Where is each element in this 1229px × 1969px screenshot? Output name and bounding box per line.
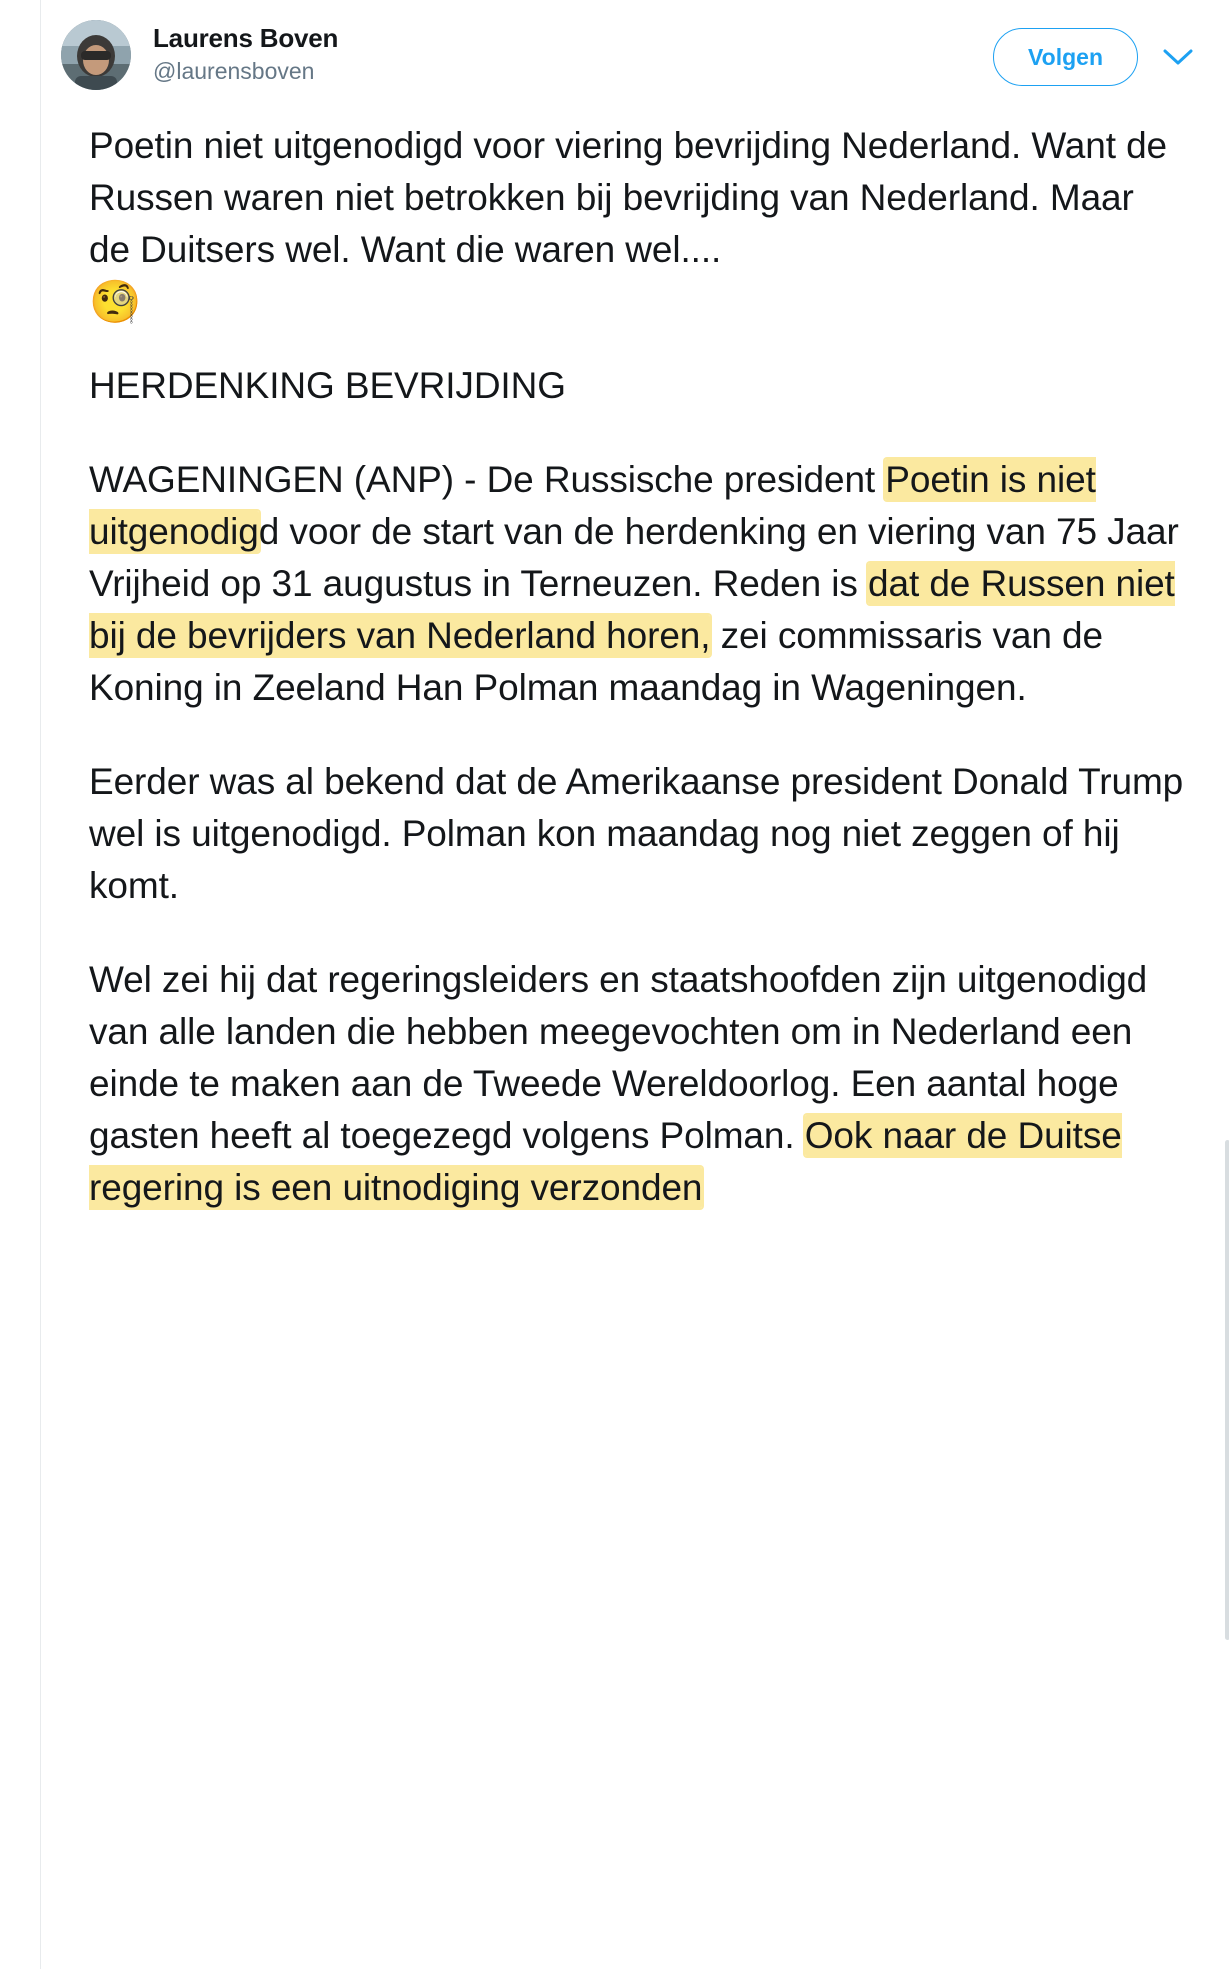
article-paragraph-2: Eerder was al bekend dat de Amerikaanse president Donald Trump wel is uitgenodigd. Polman kon maandag nog niet zeggen of hij komt. xyxy=(89,761,1184,906)
article-p1-part-c: zei commissaris van de Koning in Zeeland Han Polman maandag in Wageningen. xyxy=(89,615,1103,708)
scrollbar[interactable] xyxy=(1225,1140,1229,1640)
article-paragraph-3 xyxy=(89,954,1184,1214)
tweet-lead-paragraph xyxy=(89,120,1184,330)
tweet-lead-text: Poetin niet uitgenodigd voor viering bevrijding Nederland. Want de Russen waren niet betrokken bij bevrijding van Nederland. Maar de Duitsers wel. Want die waren wel.... xyxy=(89,125,1168,270)
highlight-duitse-regering-uitnodiging: Ook naar de Duitse regering is een uitnodiging verzonden xyxy=(89,1115,1122,1208)
article-heading: HERDENKING BEVRIJDING xyxy=(89,365,566,406)
author-handle[interactable]: @laurensboven xyxy=(153,58,315,84)
article-p1-part-b: d voor de start van de herdenking en viering van 75 Jaar Vrijheid op 31 augustus in Terneuzen. Reden is xyxy=(89,511,1179,604)
follow-button[interactable]: Volgen xyxy=(993,28,1138,86)
article-paragraph-1 xyxy=(89,454,1184,714)
tweet-card xyxy=(40,0,1229,1969)
article-p1-part-a: WAGENINGEN (ANP) - De Russische president xyxy=(89,459,886,500)
tweet-header xyxy=(41,0,1229,98)
highlight-poetin-niet-uitgenodigd: Poetin is niet uitgenodig xyxy=(89,459,1096,552)
article-p3-part-a: Wel zei hij dat regeringsleiders en staatshoofden zijn uitgenodigd van alle landen die hebben meegevochten om in Nederland een einde te maken aan de Tweede Wereldoorlog. Een aantal hoge gasten heeft al toegezegd volgens Polman. xyxy=(89,959,1148,1156)
chevron-down-icon[interactable] xyxy=(1156,28,1200,86)
author-names xyxy=(153,18,993,86)
highlight-russen-niet-bevrijders: dat de Russen niet bij de bevrijders van Nederland horen, xyxy=(89,563,1175,656)
tweet-body xyxy=(41,98,1229,1214)
left-margin xyxy=(0,0,40,1969)
author-display-name[interactable]: Laurens Boven xyxy=(153,23,339,53)
thinking-face-emoji: 🧐 xyxy=(89,278,142,325)
avatar[interactable] xyxy=(61,20,131,90)
